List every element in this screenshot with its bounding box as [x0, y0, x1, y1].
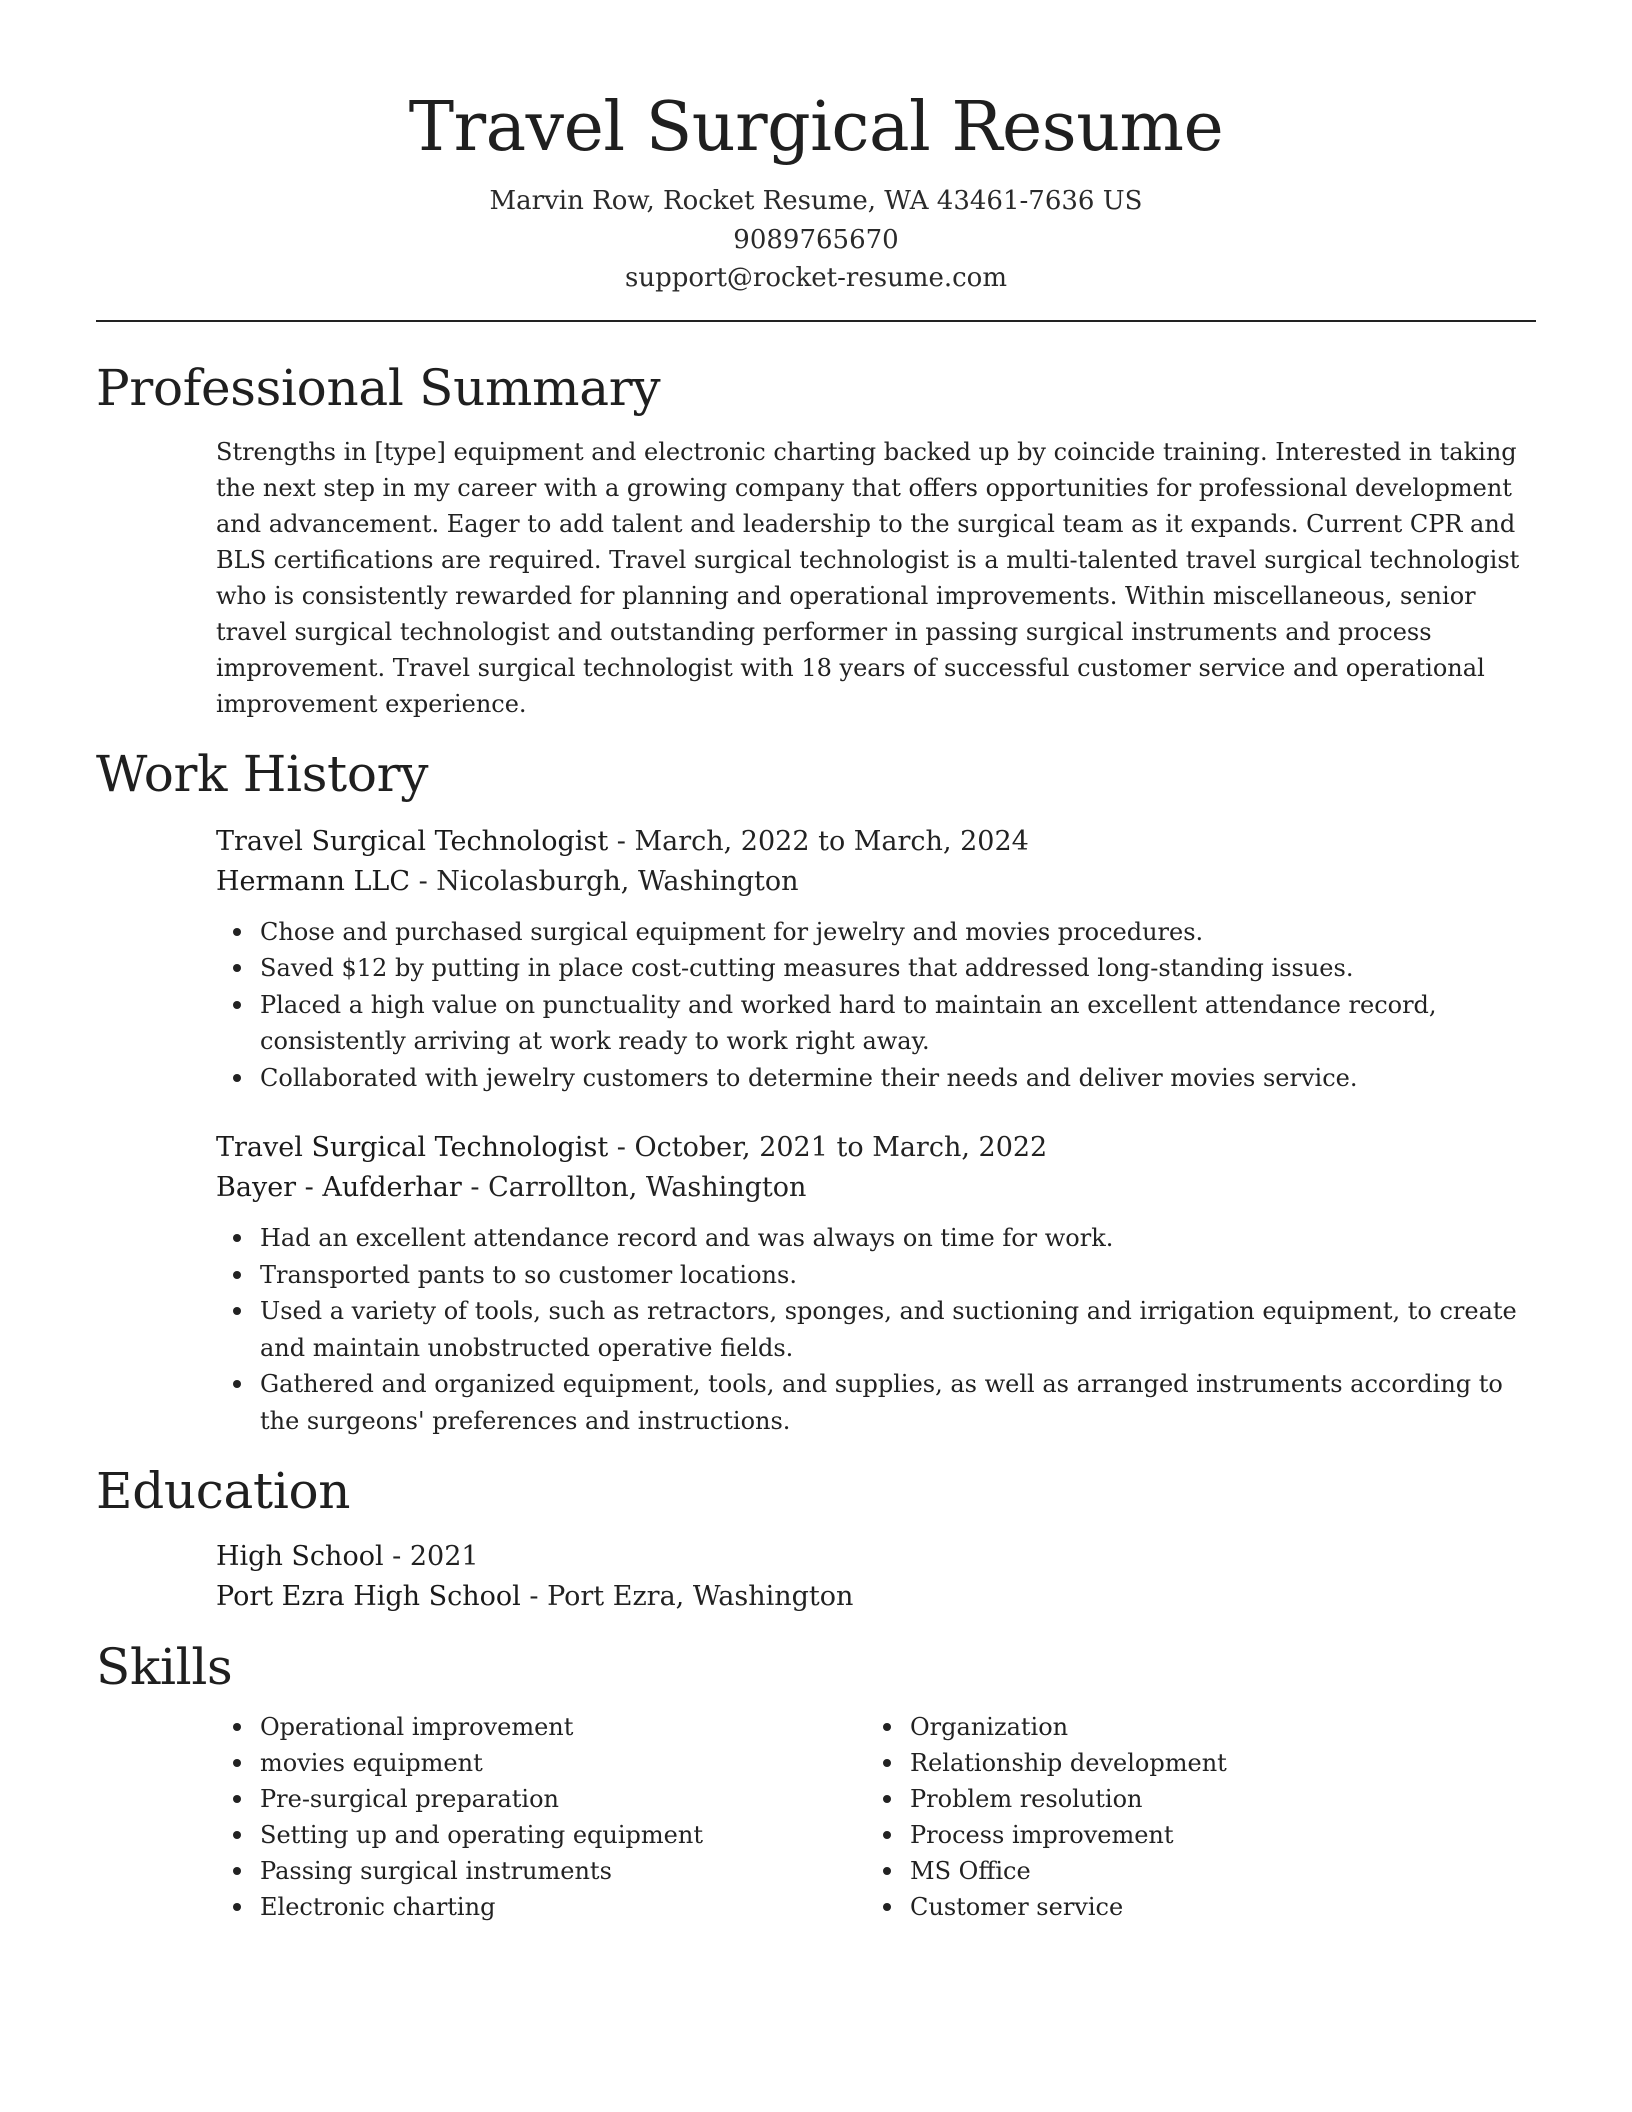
skill-item: Pre-surgical preparation	[216, 1781, 866, 1817]
list-item: Had an excellent attendance record and was always on time for work.	[216, 1220, 1526, 1257]
skill-item: MS Office	[866, 1853, 1516, 1889]
skills-list	[216, 1709, 1526, 1925]
header-divider	[96, 320, 1536, 322]
skill-item: Operational improvement	[216, 1709, 866, 1745]
education-location: - Port Ezra, Washington	[520, 1581, 854, 1612]
job-location: - Carrollton, Washington	[461, 1172, 807, 1203]
job-location: - Nicolasburgh, Washington	[410, 865, 799, 897]
job-dates: - October, 2021 to March, 2022	[608, 1132, 1048, 1163]
job-entry	[216, 822, 1526, 1097]
education-school: Port Ezra High School	[216, 1581, 521, 1612]
phone: 9089765670	[733, 224, 899, 255]
list-item: Placed a high value on punctuality and worked hard to maintain an excellent attendance record, consistently arriving at work ready to work right away.	[216, 987, 1526, 1060]
education-school-line	[216, 1577, 1526, 1617]
job-position: Travel Surgical Technologist	[216, 1132, 609, 1163]
skills-heading: Skills	[96, 1638, 233, 1696]
email: support@rocket-resume.com	[624, 263, 1007, 293]
skill-item: Customer service	[866, 1889, 1516, 1925]
job-title-line	[216, 1128, 1526, 1168]
job-position: Travel Surgical Technologist	[216, 825, 609, 857]
resume-header	[96, 0, 1536, 322]
skill-item: Setting up and operating equipment	[216, 1817, 866, 1853]
skill-item: Passing surgical instruments	[216, 1853, 866, 1889]
job-company-line	[216, 1168, 1526, 1208]
work-history	[216, 822, 1526, 1440]
skill-item: movies equipment	[216, 1745, 866, 1781]
skills-column-left	[216, 1709, 866, 1925]
skill-item: Problem resolution	[866, 1781, 1516, 1817]
job-company: Bayer - Aufderhar	[216, 1172, 462, 1203]
work-history-heading: Work History	[96, 744, 429, 803]
education-entry	[216, 1537, 1526, 1617]
job-dates: - March, 2022 to March, 2024	[608, 825, 1029, 857]
skills-column-right	[866, 1709, 1516, 1925]
job-company-line	[216, 862, 1526, 902]
job-bullets	[216, 914, 1526, 1097]
education-degree: High School	[216, 1541, 384, 1572]
resume-page	[96, 0, 1536, 1925]
skill-item: Electronic charting	[216, 1889, 866, 1925]
list-item: Gathered and organized equipment, tools, and supplies, as well as arranged instruments according to the surgeons' preferences and instructions.	[216, 1366, 1526, 1439]
list-item: Used a variety of tools, such as retractors, sponges, and suctioning and irrigation equipment, to create and maintain unobstructed operative fields.	[216, 1293, 1526, 1366]
list-item: Chose and purchased surgical equipment for jewelry and movies procedures.	[216, 914, 1526, 951]
education-year: - 2021	[383, 1541, 479, 1572]
job-company: Hermann LLC	[216, 865, 411, 897]
list-item: Saved $12 by putting in place cost-cutting measures that addressed long-standing issues.	[216, 950, 1526, 987]
job-bullets	[216, 1220, 1526, 1439]
education-degree-line	[216, 1537, 1526, 1577]
list-item: Collaborated with jewelry customers to determine their needs and deliver movies service.	[216, 1060, 1526, 1097]
list-item: Transported pants to so customer locations.	[216, 1257, 1526, 1294]
skill-item: Relationship development	[866, 1745, 1516, 1781]
summary-heading: Professional Summary	[96, 358, 661, 417]
skill-item: Organization	[866, 1709, 1516, 1745]
resume-title: Travel Surgical Resume	[408, 88, 1224, 167]
address: Marvin Row, Rocket Resume, WA 43461-7636 US	[489, 186, 1143, 216]
contact-info	[96, 182, 1536, 298]
job-entry	[216, 1128, 1526, 1439]
skill-item: Process improvement	[866, 1817, 1516, 1853]
summary-text: Strengths in [type] equipment and electronic charting backed up by coincide training. Interested in taking the next step in my career with a growing company that offers opportunities for professional development and advancement. Eager to add talent and leadership to the surgical team as it expands. Current CPR and BLS certifications are required. Travel surgical technologist is a multi-talented travel surgical technologist who is consistently rewarded for planning and operational improvements. Within miscellaneous, senior travel surgical technologist and outstanding performer in passing surgical instruments and process improvement. Travel surgical technologist with 18 years of successful customer service and operational improvement experience.	[216, 437, 1520, 718]
education-heading: Education	[96, 1462, 351, 1520]
job-title-line	[216, 822, 1526, 862]
